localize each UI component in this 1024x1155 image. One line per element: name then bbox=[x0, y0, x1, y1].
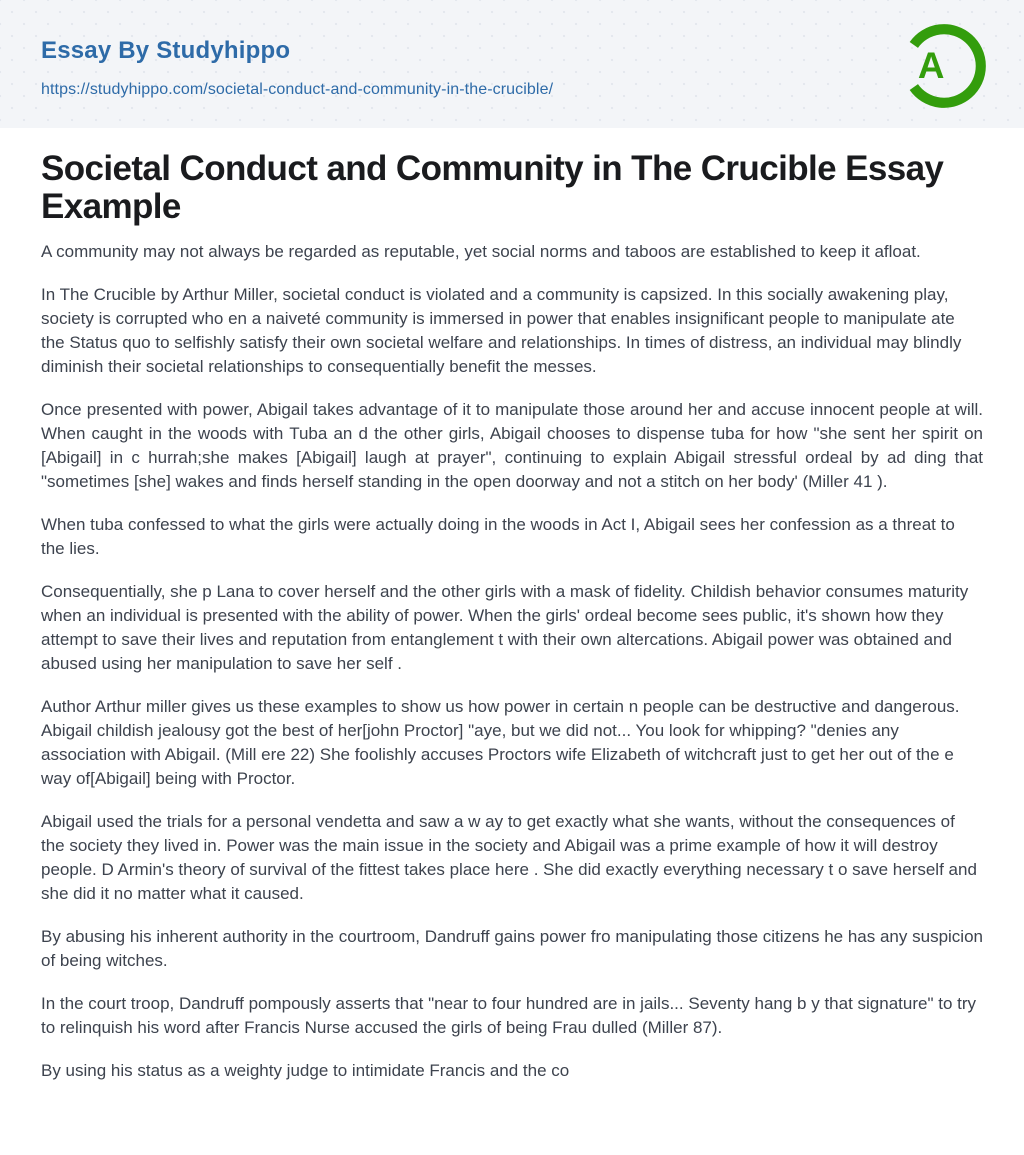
brand-title: Essay By Studyhippo bbox=[41, 37, 291, 64]
logo-letter: A bbox=[917, 44, 945, 86]
essay-paragraph: Consequentially, she p Lana to cover herself and the other girls with a mask of fidelity. Childish behavior consumes maturity when an individual is presented with the ability of power. When the girls' ordeal become sees public, it's shown how they attempt to save their lives and reputation from entanglement t with their own altercations. Abigail power was obtained and abused using her manipulation to save her self . bbox=[41, 582, 969, 673]
essay-paragraph: By abusing his inherent authority in the courtroom, Dandruff gains power fro manipulating those citizens he has any suspicion of being witches. bbox=[41, 927, 983, 970]
essay-paragraph: Once presented with power, Abigail takes advantage of it to manipulate those around her and accuse innocent people at will. When caught in the woods with Tuba an d the other girls, Abigail chooses to dispense tuba for how "she sent her spirit on [Abigail] in c hurrah;she makes [Abigail] laugh at prayer", continuing to explain Abigail stressful ordeal by ad ding that "sometimes [she] wakes and finds herself standing in the open doorway and not a stitch on her body' (Miller 41 ). bbox=[41, 400, 983, 491]
header bbox=[0, 0, 1024, 128]
essay-paragraph: By using his status as a weighty judge to intimidate Francis and the co bbox=[41, 1061, 570, 1080]
essay-paragraph: A community may not always be regarded as reputable, yet social norms and taboos are established to keep it afloat. bbox=[41, 242, 921, 261]
essay-paragraph: Abigail used the trials for a personal vendetta and saw a w ay to get exactly what she wants, without the consequences of the society they lived in. Power was the main issue in the society and Abigail was a prime example of how it will destroy people. D Armin's theory of survival of the fittest takes place here . She did exactly everything necessary t o save herself and she did it no matter what it caused. bbox=[41, 812, 977, 903]
essay-article bbox=[0, 128, 1024, 1083]
essay-paragraph: In the court troop, Dandruff pompously asserts that "near to four hundred are in jails... Seventy hang b y that signature" to try to relinquish his word after Francis Nurse accused the girls of being Frau dulled (Miller 87). bbox=[41, 994, 976, 1037]
studyhippo-logo-icon bbox=[898, 20, 990, 112]
essay-paragraph: When tuba confessed to what the girls were actually doing in the woods in Act I, Abigail sees her confession as a threat to the lies. bbox=[41, 515, 955, 558]
brand-block bbox=[41, 37, 553, 99]
source-url-link[interactable]: https://studyhippo.com/societal-conduct-and-community-in-the-crucible/ bbox=[41, 81, 554, 98]
essay-paragraph: In The Crucible by Arthur Miller, societal conduct is violated and a community is capsized. In this socially awakening play, society is corrupted who en a naiveté community is immersed in power that enables insignificant people to manipulate ate the Status quo to selfishly satisfy their own societal welfare and relationships. In times of distress, an individual may blindly diminish their societal relationships to consequentially benefit the messes. bbox=[41, 285, 962, 376]
essay-title: Societal Conduct and Community in The Crucible Essay Example bbox=[41, 149, 944, 226]
essay-paragraph: Author Arthur miller gives us these examples to show us how power in certain n people can be destructive and dangerous. Abigail childish jealousy got the best of her[john Proctor] "aye, but we did not... You look for whipping? "denies any association with Abigail. (Mill ere 22) She foolishly accuses Proctors wife Elizabeth of witchcraft just to get her out of the e way of[Abigail] being with Proctor. bbox=[41, 697, 960, 788]
